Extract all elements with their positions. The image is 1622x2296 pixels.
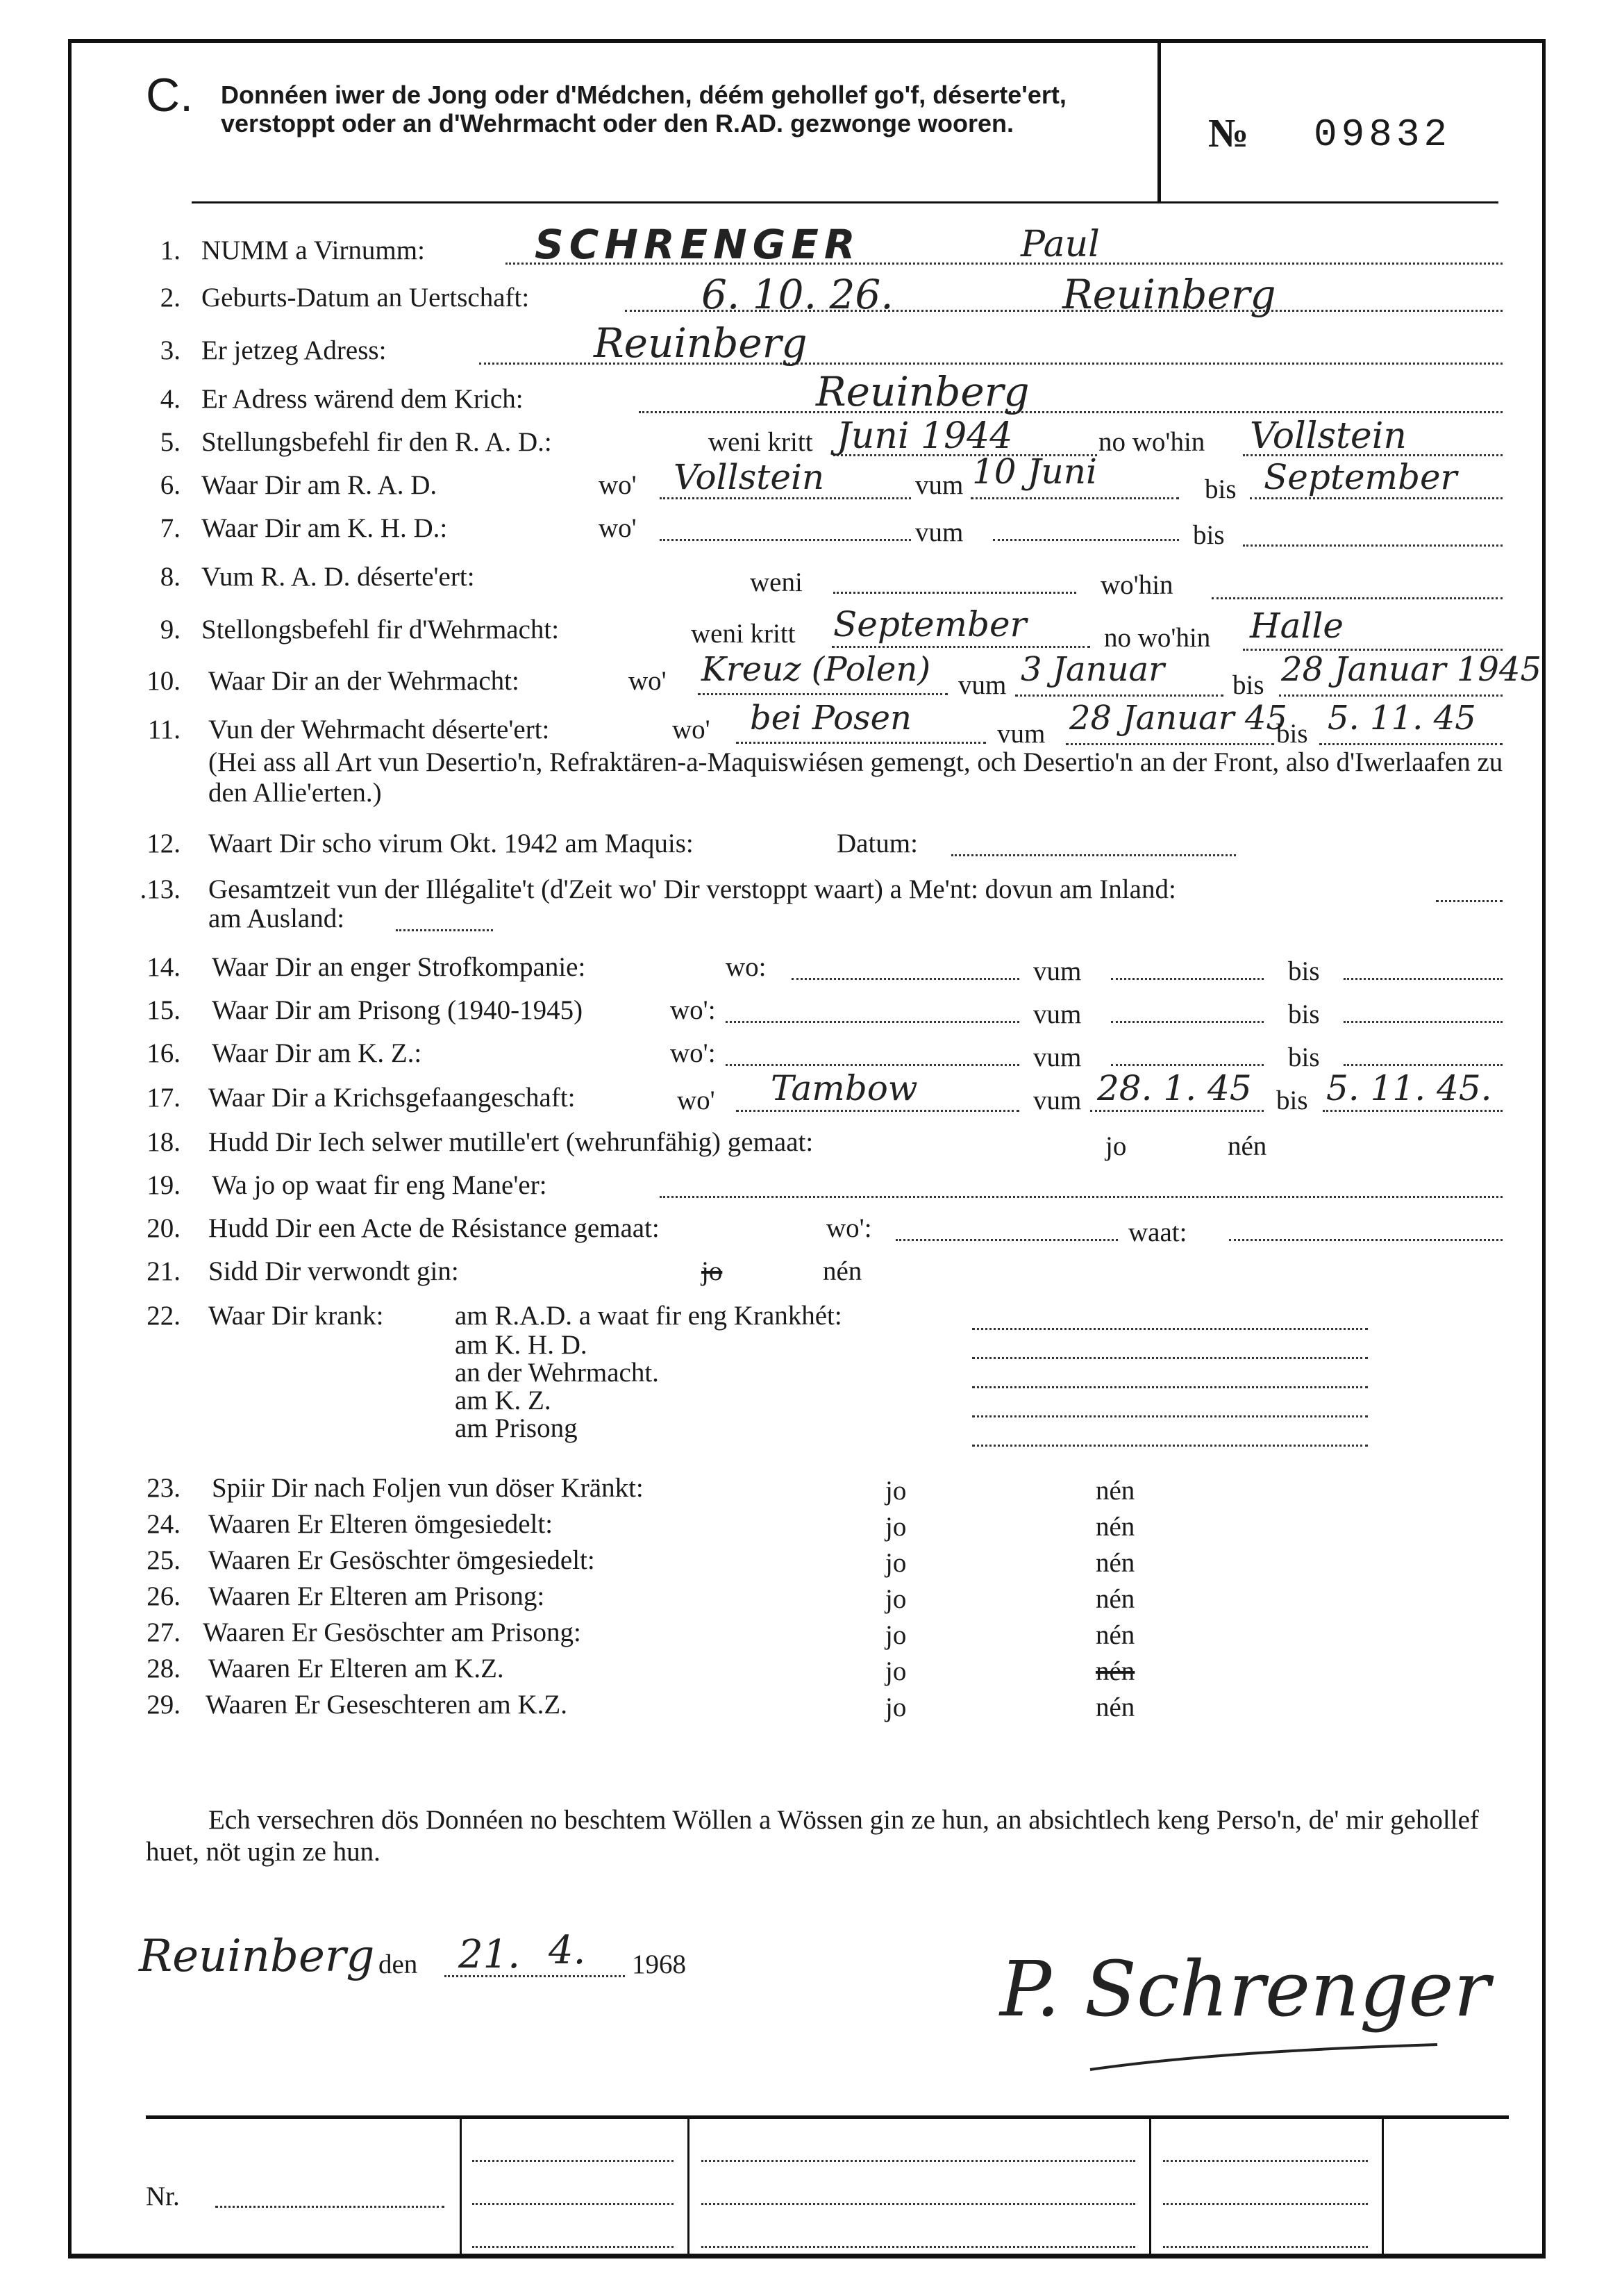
row-number: 8.: [160, 562, 181, 592]
kz-from-line: [1111, 1064, 1264, 1066]
illness-line: [972, 1386, 1368, 1388]
where-label: wo:: [726, 952, 767, 982]
wm-when-value: September: [833, 604, 1027, 644]
footer-line: [472, 2203, 674, 2205]
row-number: 29.: [147, 1690, 181, 1720]
illness-after-effects-label: Spiir Dir nach Foljen vun döser Kränkt:: [212, 1473, 644, 1503]
wm-service-until-value: 28 Januar 1945: [1281, 650, 1541, 689]
rad-where-value: Vollstein: [674, 457, 825, 497]
row-number: 14.: [147, 952, 181, 982]
pow-label: Waar Dir a Krichsgefaangeschaft:: [208, 1083, 576, 1113]
where-label: wo': [672, 715, 710, 744]
yes-option[interactable]: jo: [885, 1548, 907, 1578]
illness-wehrmacht-label: an der Wehrmacht.: [455, 1358, 659, 1388]
kz-until-line: [1344, 1064, 1503, 1066]
form-title: Donnéen iwer de Jong oder d'Médchen, déém gehollef go'f, déserte'ert, verstoppt oder an d'Wehrmacht oder den R.AD. gezwonge wooren.: [221, 81, 1067, 138]
from-label: vum: [1033, 1085, 1082, 1115]
illness-line: [972, 1415, 1368, 1417]
when-label: weni kritt: [708, 427, 813, 457]
declaration: Ech versechren dös Donnéen no beschtem Wöllen a Wössen gin ze hun, an absichtlech keng Perso'n, de' mir gehollef huet, nöt ugin ze hun.: [146, 1805, 1479, 1867]
yes-option[interactable]: jo: [885, 1656, 907, 1686]
wm-when-line: [832, 646, 1090, 648]
no-option[interactable]: nén: [1096, 1692, 1135, 1722]
where-label: wo':: [670, 1038, 716, 1068]
row-number: 1.: [160, 235, 181, 265]
row-number: 18.: [147, 1127, 181, 1157]
until-label: bis: [1288, 999, 1320, 1029]
wm-service-from-value: 3 Januar: [1021, 650, 1165, 689]
signature-flourish: [1083, 2035, 1444, 2083]
yes-option[interactable]: jo: [885, 1512, 907, 1542]
wm-desertion-where-line: [736, 742, 986, 744]
no-option[interactable]: nén: [1096, 1584, 1135, 1614]
until-label: bis: [1232, 670, 1264, 700]
where-label: wo':: [670, 995, 716, 1025]
inland-line: [1436, 900, 1503, 902]
no-option[interactable]: nén: [1096, 1476, 1135, 1506]
yes-option[interactable]: jo: [1105, 1131, 1127, 1161]
footer-col-divider: [687, 2115, 689, 2254]
illness-kz-label: am K. Z.: [455, 1386, 551, 1415]
address-label: Er jetzeg Adress:: [201, 335, 387, 365]
punishment-until-line: [1344, 978, 1503, 980]
kz-where-line: [726, 1064, 1019, 1066]
rad-when-value: Juni 1944: [837, 415, 1013, 457]
until-label: bis: [1276, 1085, 1308, 1115]
row-number: 20.: [147, 1213, 181, 1243]
first-name-value: Paul: [1021, 224, 1100, 265]
row-number: 7.: [160, 513, 181, 543]
row-number: 26.: [147, 1581, 181, 1611]
yes-option[interactable]: jo: [885, 1620, 907, 1650]
footer-line: [701, 2203, 1135, 2205]
from-label: vum: [915, 517, 964, 547]
wounded-label: Sidd Dir verwondt gin:: [208, 1256, 459, 1286]
place-value: Reuinberg: [139, 1931, 375, 1982]
maquis-label: Waart Dir scho virum Okt. 1942 am Maquis:: [208, 829, 694, 858]
wm-desertion-from-line: [1066, 743, 1274, 745]
wm-service-until-line: [1279, 694, 1503, 697]
resistance-where-line: [896, 1239, 1118, 1241]
war-address-line: [639, 411, 1503, 413]
kz-label: Waar Dir am K. Z.:: [212, 1038, 422, 1068]
from-label: vum: [958, 670, 1007, 700]
siblings-prison-label: Waaren Er Gesöschter am Prisong:: [203, 1617, 581, 1647]
until-label: bis: [1193, 520, 1225, 550]
serial-number: 09832: [1314, 113, 1452, 157]
birth-label: Geburts-Datum an Uertschaft:: [201, 283, 530, 313]
rad-where-value: Vollstein: [1250, 415, 1407, 457]
yes-option[interactable]: jo: [701, 1256, 723, 1286]
rad-until-line: [1250, 497, 1503, 499]
punishment-where-line: [792, 978, 1019, 980]
rad-service-label: Waar Dir am R. A. D.: [201, 470, 437, 500]
row-number: 22.: [147, 1301, 181, 1331]
row-number: 9.: [160, 615, 181, 644]
rad-desertion-label: Vum R. A. D. déserte'ert:: [201, 562, 475, 592]
signature: P. Schrenger: [1000, 1945, 1491, 2033]
khd-until-line: [1243, 544, 1503, 547]
pow-from-line: [1090, 1110, 1264, 1112]
until-label: bis: [1205, 474, 1237, 504]
pow-until-value: 5. 11. 45.: [1326, 1068, 1492, 1108]
maquis-date-line: [951, 854, 1236, 856]
wehrmacht-order-label: Stellongsbefehl fir d'Wehrmacht:: [201, 615, 560, 644]
row-number: 5.: [160, 427, 181, 457]
from-label: vum: [1033, 1042, 1082, 1072]
wm-service-from-line: [1015, 694, 1223, 697]
footer-line: [1163, 2203, 1368, 2205]
wm-service-where-value: Kreuz (Polen): [701, 650, 931, 689]
rad-desertion-where-line: [1212, 597, 1503, 599]
where-to-label: no wo'hin: [1104, 623, 1211, 653]
parents-kz-label: Waaren Er Elteren am K.Z.: [208, 1654, 504, 1683]
from-label: vum: [1033, 999, 1082, 1029]
prison-until-line: [1344, 1021, 1503, 1023]
siblings-resettled-label: Waaren Er Gesöschter ömgesiedelt:: [208, 1545, 595, 1575]
from-label: vum: [997, 719, 1046, 749]
row-number: 16.: [147, 1038, 181, 1068]
khd-from-line: [993, 539, 1179, 541]
row-number: 21.: [147, 1256, 181, 1286]
footer-col-divider: [1149, 2115, 1151, 2254]
row-number: 11.: [147, 715, 181, 744]
footer-line: [472, 2160, 674, 2162]
row-number: .13.: [140, 874, 181, 904]
number-sign: №: [1208, 110, 1249, 156]
resistance-label: Hudd Dir een Acte de Résistance gemaat:: [208, 1213, 660, 1243]
illness-prison-label: am Prisong: [455, 1413, 578, 1443]
khd-where-line: [660, 539, 911, 541]
war-address-value: Reuinberg: [816, 368, 1030, 415]
header-divider: [1157, 43, 1161, 201]
desertion-note: (Hei ass all Art vun Desertio'n, Refraktären-a-Maquiswiésen gemengt, och Desertio'n an der Front, also d'Iwerlaafen zu den Allie'erten.): [208, 747, 1503, 808]
date-label: Datum:: [837, 829, 918, 858]
abroad-label: am Ausland:: [208, 904, 345, 933]
resistance-what-line: [1229, 1239, 1503, 1241]
row-number: 12.: [147, 829, 181, 858]
wm-desertion-from-value: 28 Januar 45: [1069, 699, 1287, 738]
year-value: 1968: [632, 1949, 686, 1979]
prison-where-line: [726, 1021, 1019, 1023]
manner-label: Wa jo op waat fir eng Mane'er:: [212, 1170, 547, 1200]
illness-khd-label: am K. H. D.: [455, 1330, 587, 1360]
footer-col-divider: [460, 2115, 462, 2254]
illness-line: [972, 1357, 1368, 1359]
wm-where-value: Halle: [1250, 606, 1344, 646]
illegality-label: Gesamtzeit vun der Illégalite't (d'Zeit wo' Dir verstoppt waart) a Me'nt: dovun am Inland:: [208, 874, 1176, 904]
rad-until-value: September: [1264, 457, 1457, 497]
rad-desertion-when-line: [833, 592, 1076, 594]
war-address-label: Er Adress wärend dem Krich:: [201, 384, 524, 414]
row-number: 17.: [147, 1083, 181, 1113]
until-label: bis: [1288, 1042, 1320, 1072]
when-label: weni kritt: [691, 619, 796, 649]
until-label: bis: [1288, 956, 1320, 986]
pow-where-line: [736, 1110, 1019, 1112]
illness-rad-label: am R.A.D. a waat fir eng Krankhét:: [455, 1301, 842, 1331]
wehrmacht-service-label: Waar Dir an der Wehrmacht:: [208, 666, 519, 696]
until-label: bis: [1276, 719, 1308, 749]
wm-desertion-where-value: bei Posen: [750, 699, 912, 738]
yes-option[interactable]: jo: [885, 1476, 907, 1506]
pow-until-line: [1323, 1110, 1503, 1112]
footer-line: [1163, 2246, 1368, 2248]
footer-line: [472, 2246, 674, 2248]
no-option[interactable]: nén: [1096, 1548, 1135, 1578]
wm-desertion-until-value: 5. 11. 45: [1328, 699, 1476, 738]
footer-line: [701, 2246, 1135, 2248]
nr-line: [215, 2206, 444, 2208]
birth-place-value: Reuinberg: [1062, 271, 1276, 318]
illness-label: Waar Dir krank:: [208, 1301, 384, 1331]
where-to-label: no wo'hin: [1098, 427, 1205, 457]
birth-date-value: 6. 10. 26.: [701, 271, 894, 318]
punishment-from-line: [1111, 978, 1264, 980]
where-to-label: wo'hin: [1101, 570, 1173, 600]
row-number: 28.: [147, 1654, 181, 1683]
day-value: 21.: [458, 1932, 521, 1977]
row-number: 15.: [147, 995, 181, 1025]
yes-option[interactable]: jo: [885, 1692, 907, 1722]
row-number: 10.: [147, 666, 181, 696]
rad-from-value: 10 Juni: [972, 451, 1097, 492]
yes-option[interactable]: jo: [885, 1584, 907, 1614]
khd-label: Waar Dir am K. H. D.:: [201, 513, 448, 543]
pow-where-value: Tambow: [771, 1068, 918, 1108]
what-label: waat:: [1128, 1217, 1187, 1247]
siblings-kz-label: Waaren Er Geseschteren am K.Z.: [206, 1690, 567, 1720]
no-option[interactable]: nén: [1228, 1131, 1267, 1161]
no-option[interactable]: nén: [823, 1256, 862, 1286]
footer-line: [1163, 2160, 1368, 2162]
from-label: vum: [915, 470, 964, 500]
manner-line: [660, 1196, 1503, 1198]
row-number: 23.: [147, 1473, 181, 1503]
when-label: weni: [750, 567, 803, 597]
footer-col-divider: [1382, 2115, 1384, 2254]
illness-line: [972, 1445, 1368, 1447]
row-number: 3.: [160, 335, 181, 365]
abroad-line: [396, 929, 493, 931]
rad-from-line: [971, 497, 1179, 499]
nr-label: Nr.: [146, 2181, 180, 2211]
rad-order-label: Stellungsbefehl fir den R. A. D.:: [201, 427, 552, 457]
punishment-label: Waar Dir an enger Strofkompanie:: [212, 952, 586, 982]
row-number: 25.: [147, 1545, 181, 1575]
mutilation-label: Hudd Dir Iech selwer mutille'ert (wehrunfähig) gemaat:: [208, 1127, 814, 1157]
where-label: wo': [628, 666, 667, 696]
parents-resettled-label: Waaren Er Elteren ömgesiedelt:: [208, 1509, 553, 1539]
wm-service-where-line: [698, 693, 948, 695]
wm-desertion-label: Vun der Wehrmacht déserte'ert:: [208, 715, 550, 744]
no-option[interactable]: nén: [1096, 1656, 1135, 1686]
row-number: 4.: [160, 384, 181, 414]
illness-line: [972, 1328, 1368, 1330]
row-number: 19.: [147, 1170, 181, 1200]
where-label: wo': [599, 513, 637, 543]
no-option[interactable]: nén: [1096, 1512, 1135, 1542]
header-underline: [192, 201, 1498, 203]
where-label: wo':: [826, 1213, 872, 1243]
from-label: vum: [1033, 956, 1082, 986]
where-label: wo': [677, 1085, 715, 1115]
name-value: SCHRENGER: [535, 221, 861, 268]
row-number: 27.: [147, 1617, 181, 1647]
footer-top-rule: [146, 2115, 1509, 2119]
footer-line: [701, 2160, 1135, 2162]
row-number: 6.: [160, 470, 181, 500]
parents-prison-label: Waaren Er Elteren am Prisong:: [208, 1581, 545, 1611]
wm-desertion-until-line: [1319, 743, 1503, 745]
prison-from-line: [1111, 1021, 1264, 1023]
den-label: den: [378, 1949, 418, 1979]
month-value: 4.: [549, 1928, 586, 1973]
prison-label: Waar Dir am Prisong (1940-1945): [212, 995, 583, 1025]
section-letter: C.: [146, 69, 193, 122]
row-number: 2.: [160, 283, 181, 313]
no-option[interactable]: nén: [1096, 1620, 1135, 1650]
name-label: NUMM a Virnumm:: [201, 235, 425, 265]
where-label: wo': [599, 470, 637, 500]
row-number: 24.: [147, 1509, 181, 1539]
rad-where-line: [660, 497, 911, 499]
address-value: Reuinberg: [594, 319, 808, 367]
pow-from-value: 28. 1. 45: [1097, 1068, 1252, 1108]
